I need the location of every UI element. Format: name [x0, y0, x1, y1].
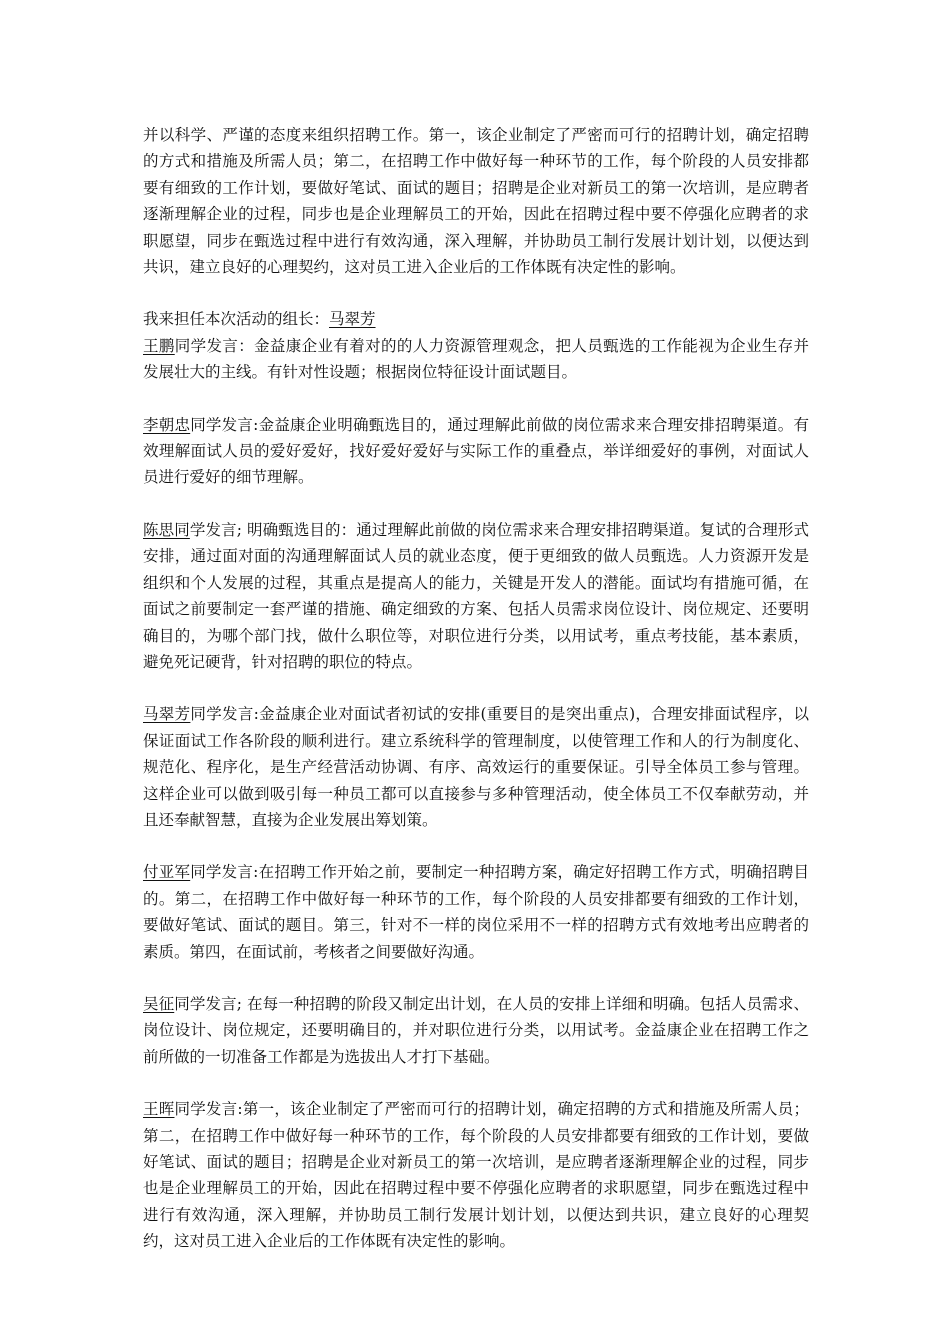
speech-text: 同学发言; 在每一种招聘的阶段又制定出计划，在人员的安排上详细和明确。包括人员需求、岗位设计、岗位规定，还要明确目的，并对职位进行分类，以用试考。金益康企业在招聘工作之前所做的一切准备工作都是为选拔出人才打下基础。 [143, 994, 809, 1066]
speech-paragraph-li-chaozhong [143, 412, 809, 491]
speech-paragraph-wang-peng [143, 333, 809, 386]
speaker-name: 李朝忠 [143, 415, 191, 434]
document-body [143, 122, 809, 1255]
speaker-name: 王晖 [143, 1100, 175, 1119]
speaker-name: 陈思同 [143, 520, 190, 539]
leader-name: 马翠芳 [329, 310, 376, 329]
speech-paragraph-fu-yajun [143, 859, 809, 965]
speech-text: 同学发言:金益康企业对面试者初试的安排(重要目的是突出重点)，合理安排面试程序，以保证面试工作各阶段的顺利进行。建立系统科学的管理制度，以使管理工作和人的行为制度化、规范化、程序化，是生产经营活动协调、有序、高效运行的重要保证。引导全体员工参与管理。这样企业可以做到吸引每一种员工都可以直接参与多种管理活动，使全体员工不仅奉献劳动，并且还奉献智慧，直接为企业发展出筹划策。 [143, 705, 809, 829]
speaker-name: 付亚军 [143, 863, 191, 882]
speaker-name: 王鹏 [143, 336, 175, 355]
speech-paragraph-wu-zheng [143, 991, 809, 1070]
speech-paragraph-wang-hui [143, 1096, 809, 1254]
speech-text: 同学发言:金益康企业明确甄选目的，通过理解此前做的岗位需求来合理安排招聘渠道。有效理解面试人员的爱好爱好，找好爱好爱好与实际工作的重叠点，举详细爱好的事例，对面试人员进行爱好的细节理解。 [143, 415, 809, 487]
speech-text: 同学发言:第一，该企业制定了严密而可行的招聘计划，确定招聘的方式和措施及所需人员；第二，在招聘工作中做好每一种环节的工作，每个阶段的人员安排都要有细致的工作计划，要做好笔试、面试的题目；招聘是企业对新员工的第一次培训，是应聘者逐渐理解企业的过程，同步也是企业理解员工的开始，因此在招聘过程中要不停强化应聘者的求职愿望，同步在甄选过程中进行有效沟通，深入理解，并协助员工制行发展计划计划，以便达到共识，建立良好的心理契约，这对员工进入企业后的工作体既有决定性的影响。 [143, 1100, 809, 1251]
speech-paragraph-ma-cuifang [143, 701, 809, 833]
speech-paragraph-chen-sitong [143, 517, 809, 675]
speech-text: 学发言; 明确甄选目的：通过理解此前做的岗位需求来合理安排招聘渠道。复试的合理形式安排，通过面对面的沟通理解面试人员的就业态度，便于更细致的做人员甄选。人力资源开发是组织和个人发展的过程，其重点是提高人的能力，关键是开发人的潜能。面试均有措施可循，在面试之前要制定一套严谨的措施、确定细致的方案、包括人员需求岗位设计、岗位规定、还要明确目的，为哪个部门找，做什么职位等，对职位进行分类，以用试考，重点考技能，基本素质，避免死记硬背，针对招聘的职位的特点。 [143, 520, 809, 671]
leader-label: 我来担任本次活动的组长： [143, 310, 330, 329]
speaker-name: 吴征 [143, 994, 175, 1013]
speaker-name: 马翠芳 [143, 705, 191, 724]
speech-text: 同学发言：金益康企业有着对的的人力资源管理观念，把人员甄选的工作能视为企业生存并发展壮大的主线。有针对性设题；根据岗位特征设计面试题目。 [143, 336, 809, 382]
speech-text: 同学发言:在招聘工作开始之前，要制定一种招聘方案，确定好招聘工作方式，明确招聘目的。第二，在招聘工作中做好每一种环节的工作，每个阶段的人员安排都要有细致的工作计划，要做好笔试、面试的题目。第三，针对不一样的岗位采用不一样的招聘方式有效地考出应聘者的素质。第四，在面试前，考核者之间要做好沟通。 [143, 863, 809, 961]
leader-line [143, 306, 809, 332]
intro-paragraph: 并以科学、严谨的态度来组织招聘工作。第一，该企业制定了严密而可行的招聘计划，确定招聘的方式和措施及所需人员；第二，在招聘工作中做好每一种环节的工作，每个阶段的人员安排都要有细致的工作计划，要做好笔试、面试的题目；招聘是企业对新员工的第一次培训，是应聘者逐渐理解企业的过程，同步也是企业理解员工的开始，因此在招聘过程中要不停强化应聘者的求职愿望，同步在甄选过程中进行有效沟通，深入理解，并协助员工制行发展计划计划，以便达到共识，建立良好的心理契约，这对员工进入企业后的工作体既有决定性的影响。 [143, 126, 809, 277]
